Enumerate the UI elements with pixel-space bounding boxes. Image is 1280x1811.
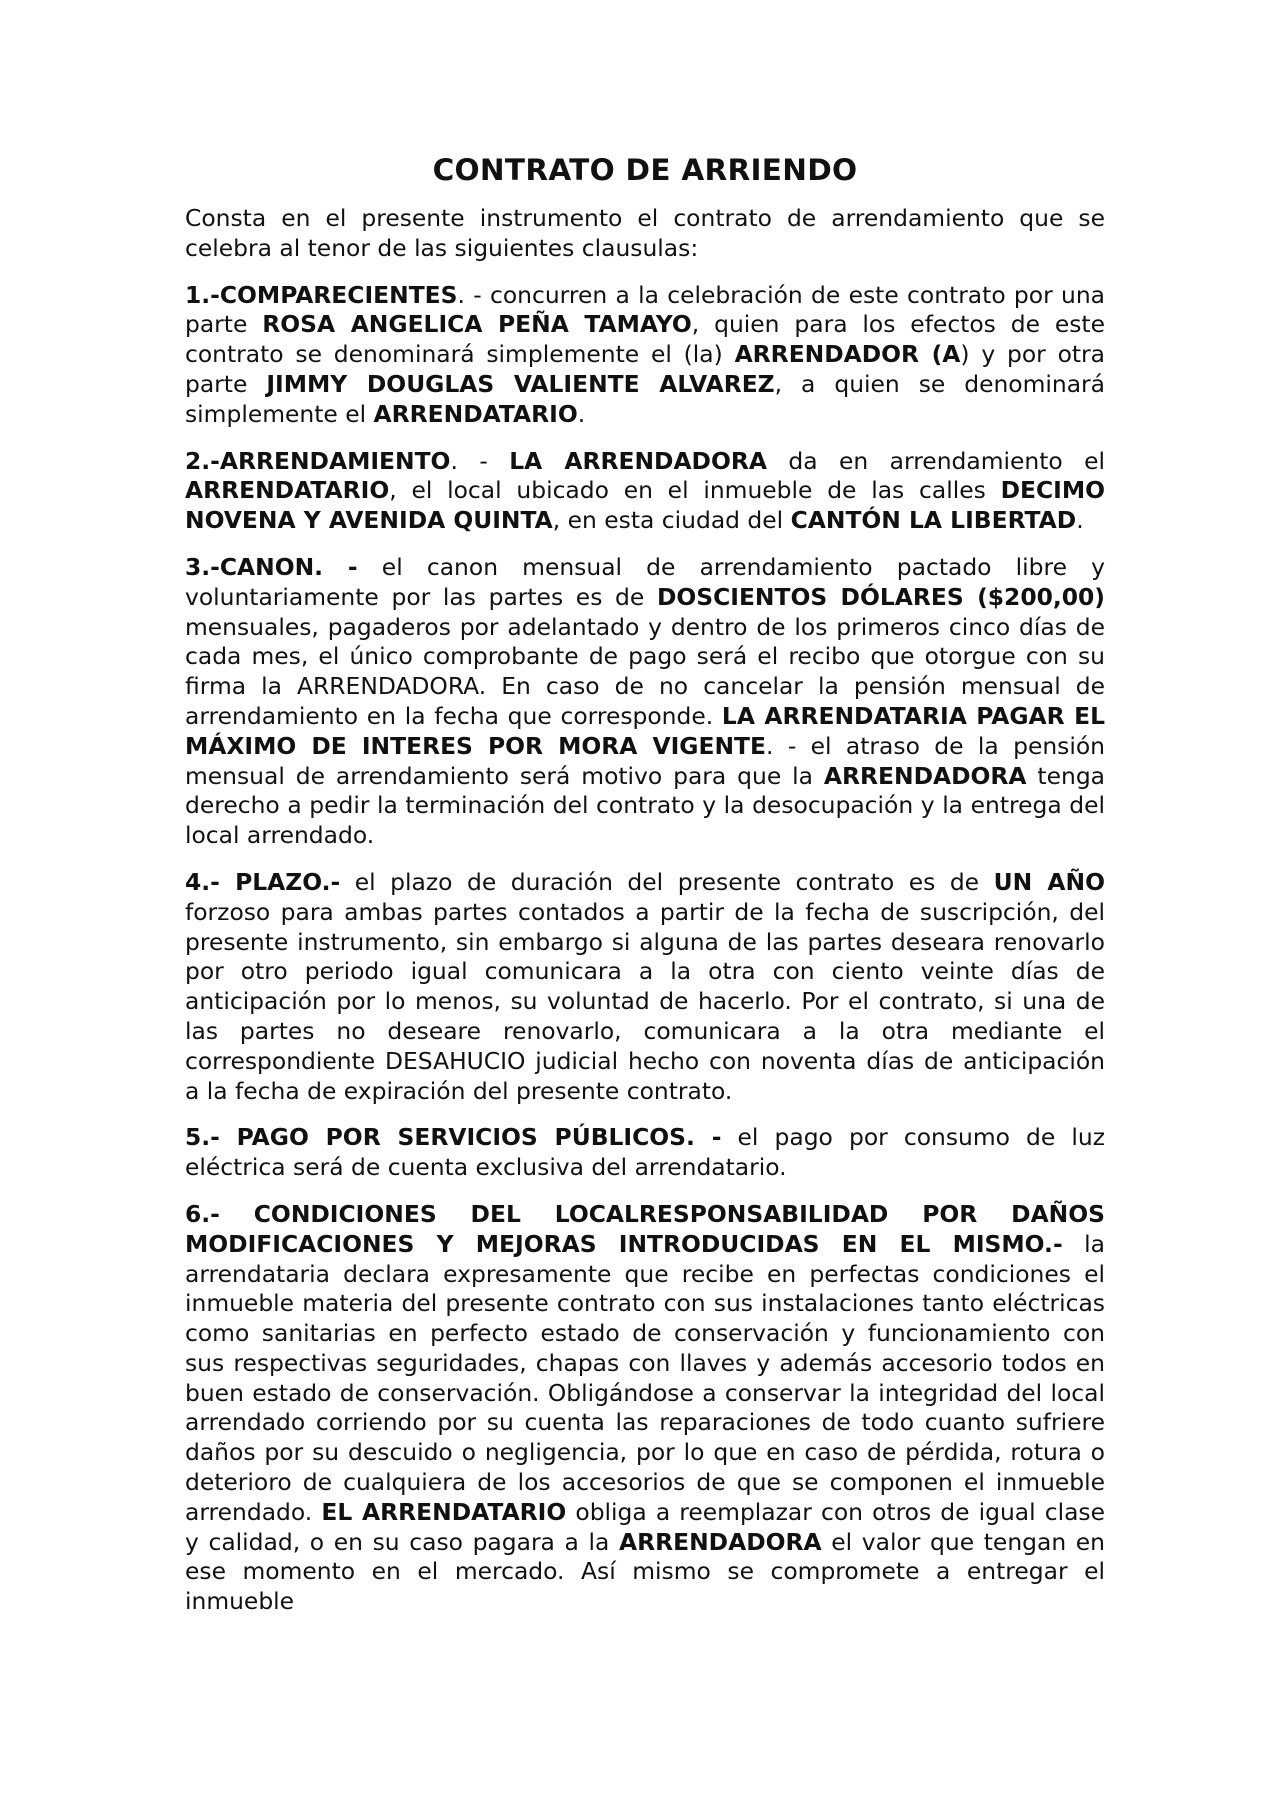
text-segment: , el local ubicado en el inmueble de las calles [389,476,1001,505]
clause-paragraph-5 [185,1123,1105,1183]
bold-text: ARRENDATARIO [373,399,578,428]
bold-text: CANTÓN LA LIBERTAD [790,506,1077,535]
bold-text: ARRENDADORA [619,1527,822,1556]
clause-paragraph-6 [185,1200,1105,1617]
text-segment: . - concurren a la celebración de este contrato por una parte [185,280,1105,339]
text-segment: tenga derecho a pedir la terminación del contrato y la desocupación y la entrega del local arrendado. [185,761,1105,850]
bold-text: JIMMY DOUGLAS VALIENTE ALVAREZ [266,369,775,398]
text-segment: la arrendataria declara expresamente que recibe en perfectas condiciones el inmueble materia del presente contrato con sus instalaciones tanto eléctricas como sanitarias en perfecto estado de conservación y funcionamiento con sus respectivas seguridades, chapas con llaves y además accesorio todos en buen estado de conservación. Obligándose a conservar la integridad del local arrendado corriendo por su cuenta las reparaciones de todo cuanto sufriere daños por su descuido o negligencia, por lo que en caso de pérdida, rotura o deterioro de cualquiera de los accesorios de que se componen el inmueble arrendado. [185,1229,1105,1526]
text-segment: ) y por otra parte [185,340,1105,398]
clause-paragraph-3 [185,553,1105,851]
bold-text: 6.- CONDICIONES DEL LOCALRESPONSABILIDAD POR DAÑOS MODIFICACIONES Y MEJORAS INTRODUCIDAS EN EL MISMO.- [185,1199,1105,1258]
text-segment: mensuales, pagaderos por adelantado y dentro de los primeros cinco días de cada mes, el único comprobante de pago será el recibo que otorgue con su firma la ARRENDADORA. En caso de no cancelar la pensión mensual de arrendamiento en la fecha que corresponde. [185,612,1105,730]
clause-paragraph-1 [185,281,1105,430]
document-title: CONTRATO DE ARRIENDO [432,153,858,187]
bold-text: ROSA ANGELICA PEÑA TAMAYO [262,310,692,339]
bold-text: 1.-COMPARECIENTES [185,280,458,309]
text-segment: obliga a reemplazar con otros de igual clase y calidad, o en su caso pagara a la [185,1497,1106,1556]
text-segment: . - el atraso de la pensión mensual de arrendamiento será motivo para que la [185,731,1105,790]
text-segment: el canon mensual de arrendamiento pactado libre y voluntariamente por las partes es de [185,552,1105,611]
bold-text: DECIMO NOVENA Y AVENIDA QUINTA [185,476,1105,535]
bold-text: 5.- PAGO POR SERVICIOS PÚBLICOS. - [185,1123,722,1152]
bold-text: ARRENDADOR (A [734,340,961,369]
bold-text: 4.- PLAZO.- [185,867,341,896]
text-segment: . [577,399,586,428]
bold-text: 3.-CANON. - [185,552,358,581]
text-segment: Consta en el presente instrumento el contrato de arrendamiento que se celebra al tenor de las siguientes clausulas: [185,204,1105,262]
bold-text: LA ARRENDADORA [509,446,767,475]
text-segment: el plazo de duración del presente contrato es de [340,867,994,896]
text-segment: da en arrendamiento el [766,446,1106,475]
bold-text: EL ARRENDATARIO [321,1497,567,1526]
text-segment: el valor que tengan en ese momento en el mercado. Así mismo se compromete a entregar el inmueble [185,1527,1106,1616]
text-segment: . [1076,506,1084,535]
bold-text: UN AÑO [993,867,1105,896]
text-segment: forzoso para ambas partes contados a partir de la fecha de suscripción, del presente instrumento, sin embargo si alguna de las partes deseara renovarlo por otro periodo igual comunicara a la otra con ciento veinte días de anticipación por lo menos, su voluntad de hacerlo. Por el contrato, si una de las partes no deseare renovarlo, comunicara a la otra mediante el correspondiente DESAHUCIO judicial hecho con noventa días de anticipación a la fecha de expiración del presente contrato. [185,897,1105,1105]
bold-text: 2.-ARRENDAMIENTO [185,446,451,475]
bold-text: ARRENDATARIO [185,476,390,505]
bold-text: LA ARRENDATARIA PAGAR EL MÁXIMO DE INTERES POR MORA VIGENTE [185,701,1105,760]
bold-text: ARRENDADORA [823,761,1027,790]
text-segment: . - [450,446,510,475]
bold-text: DOSCIENTOS DÓLARES ($200,00) [656,582,1105,611]
text-segment: , en esta ciudad del [552,506,791,535]
clause-paragraph-0 [185,204,1105,264]
text-segment: , quien para los efectos de este contrato se denominará simplemente el (la) [185,310,1105,369]
text-segment: , a quien se denominará simplemente el [185,369,1105,428]
document-body [185,204,1105,1617]
clause-paragraph-4 [185,868,1105,1106]
clause-paragraph-2 [185,447,1105,536]
text-segment: el pago por consumo de luz eléctrica será de cuenta exclusiva del arrendatario. [185,1123,1105,1182]
document-page [185,150,1105,1634]
